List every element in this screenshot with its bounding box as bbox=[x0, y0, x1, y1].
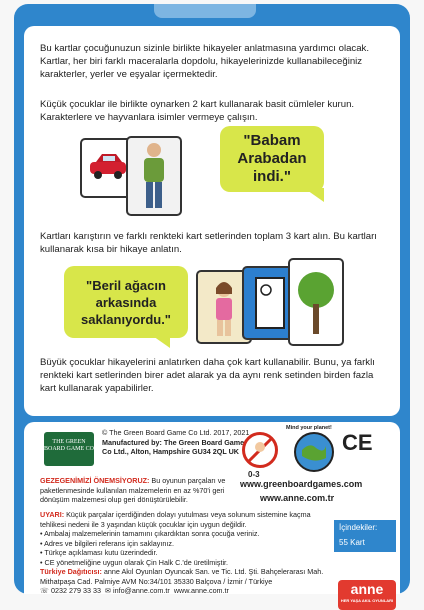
contents-box bbox=[334, 520, 396, 552]
email-text: ✉ info@anne.com.tr bbox=[104, 586, 170, 595]
tree-card bbox=[288, 258, 344, 346]
bubble-2-text: "Beril ağacın arkasında saklanıyordu." bbox=[81, 277, 171, 327]
warning-title: UYARI: bbox=[40, 510, 65, 519]
globe-icon bbox=[294, 432, 334, 472]
distributor-text: anne Akıl Oyunları Oyuncak San. ve Tic. Ltd. Şti. Bahçelerarası Mah. Mithatpaşa Cad. Palmiye AVM No:34/101 35330 Balçova / İzmir / Türkiye bbox=[40, 567, 324, 586]
eco-text: Bu oyunun parçaları ve paketlenmesinde kullanılan malzemelerin en az %70'i geri dönüşüm malzemesi olup geri dönüştürülebilir. bbox=[40, 476, 226, 504]
warning-text: Küçük parçalar içerdiğinden dolayı yutulması veya solunum sistemine kaçma tehlikesi nedeni ile 3 yaşından küçük çocuklar için uygun değildir. bbox=[40, 510, 311, 529]
tree-icon bbox=[290, 260, 342, 344]
game-box-back bbox=[14, 4, 410, 603]
bubble-1-tail bbox=[302, 188, 326, 204]
mix-cards-text: Kartları karıştırın ve farklı renkteki kart setlerinden toplam 3 kart alın. Bu kartları kullanarak kısa bir hikaye anlatın. bbox=[40, 231, 377, 255]
age-warning-icon bbox=[242, 432, 278, 468]
bubble-2-tail bbox=[150, 334, 172, 350]
bullet-2: • Adres ve bilgileri referans için saklayınız. bbox=[40, 538, 174, 548]
ce-mark: CE bbox=[342, 430, 373, 455]
box-tab bbox=[154, 4, 256, 18]
mind-planet-text: Mind your planet! bbox=[286, 425, 332, 431]
father-card bbox=[126, 136, 182, 216]
speech-bubble-1 bbox=[220, 126, 324, 192]
bubble-1-text: "Babam Arabadan indi." bbox=[237, 132, 307, 185]
instructions-panel bbox=[24, 26, 400, 416]
eco-info bbox=[40, 476, 232, 505]
anne-website: www.anne.com.tr bbox=[260, 493, 335, 503]
contents-value: 55 Kart bbox=[339, 538, 365, 547]
distributor-title: Türkiye Dağıtıcısı: bbox=[40, 567, 102, 576]
warning-info bbox=[40, 510, 332, 596]
contents-label: İçindekiler: bbox=[339, 523, 378, 532]
age-label: 0-3 bbox=[248, 470, 260, 479]
greenboard-website: www.greenboardgames.com bbox=[240, 479, 363, 489]
bullet-3: • Türkçe açıklaması kutu üzerindedir. bbox=[40, 548, 158, 557]
bullet-1: • Ambalaj malzemelerinin tamamını çıkardıktan sonra çocuğa veriniz. bbox=[40, 529, 260, 538]
speech-bubble-2 bbox=[64, 266, 188, 338]
older-children-text: Büyük çocuklar hikayelerini anlatırken daha çok kart kullanabilir. Bunu, ya farklı renkteki kart setlerinden birer adet alarak ya da aynı renk setinden birden fazla kart kullanarak yapabilirler. bbox=[40, 357, 375, 394]
manufacturer-info bbox=[102, 428, 252, 457]
manufactured-text: Manufactured by: The Green Board Game Co Ltd., Alton, Hampshire GU34 2QL UK bbox=[102, 437, 245, 456]
man-icon bbox=[128, 138, 180, 214]
anne-logo: anne HER YAŞA AKIL OYUNLARI bbox=[338, 580, 396, 610]
intro-text: Bu kartlar çocuğunuzun sizinle birlikte hikayeler anlatmasına yardımcı olacak. Kartlar, her biri farklı maceralarla dopdolu, hikayelerinizde kullanabileceğiniz karakterler, yerler ve eşyalar içermektedir. bbox=[40, 43, 370, 80]
green-board-logo: THE GREEN BOARD GAME CO bbox=[44, 432, 94, 466]
phone-text: ☏ 0232 279 33 33 bbox=[40, 586, 101, 595]
eco-title: GEZEGENİMİZİ ÖNEMSİYORUZ: bbox=[40, 476, 150, 485]
bullet-4: • CE yönetmeliğine uygun olarak Çin Halk C.'de üretilmiştir. bbox=[40, 557, 229, 567]
copyright-text: © The Green Board Game Co Ltd. 2017, 2021 bbox=[102, 428, 250, 437]
distributor-web: www.anne.com.tr bbox=[173, 586, 229, 595]
legal-panel bbox=[24, 422, 400, 603]
young-children-text: Küçük çocuklar ile birlikte oynarken 2 kart kullanarak basit cümleler kurun. Karakterlere ve hayvanlara isimler vermeye çalışın. bbox=[40, 99, 355, 123]
